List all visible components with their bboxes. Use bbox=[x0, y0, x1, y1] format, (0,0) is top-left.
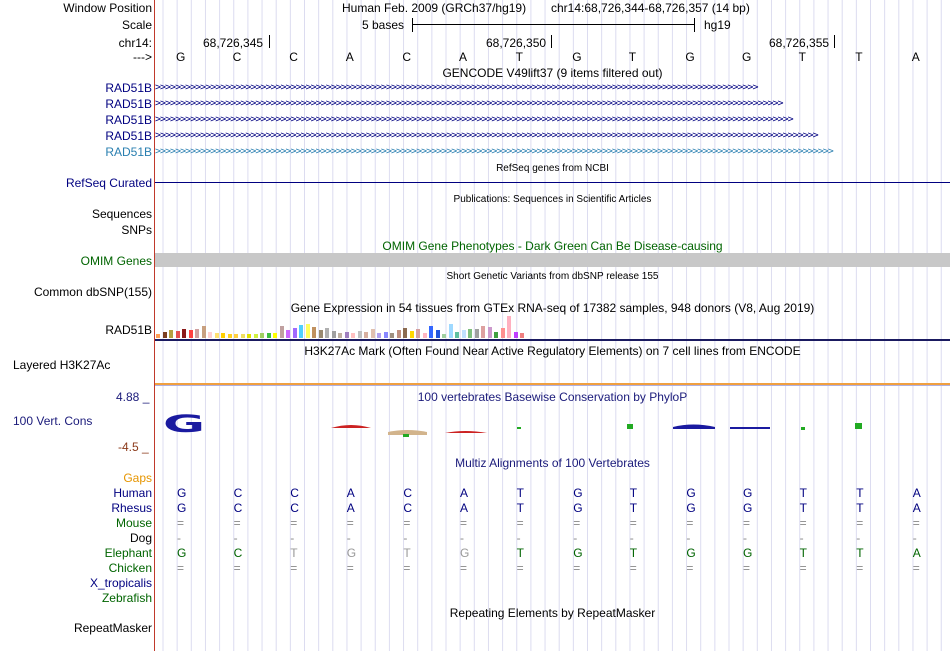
alignment-base: T bbox=[856, 501, 864, 515]
alignment-base: C bbox=[233, 546, 243, 560]
coord-1: 68,726,345 bbox=[203, 36, 264, 50]
gtex-tissue-bar[interactable] bbox=[215, 333, 219, 338]
sequence-base: G bbox=[572, 50, 582, 64]
assembly-title: Human Feb. 2009 (GRCh37/hg19) bbox=[342, 1, 527, 15]
gtex-tissue-bar[interactable] bbox=[260, 333, 264, 338]
alignment-base: C bbox=[403, 501, 413, 515]
gtex-tissue-bar[interactable] bbox=[449, 324, 453, 338]
gtex-tissue-bar[interactable] bbox=[514, 332, 518, 338]
snps-label[interactable]: SNPs bbox=[121, 223, 152, 237]
sequence-base: A bbox=[345, 50, 354, 64]
gtex-expression-bars[interactable] bbox=[155, 316, 950, 338]
alignment-base: = bbox=[233, 561, 241, 575]
sequence-base: G bbox=[685, 50, 695, 64]
alignment-base: - bbox=[403, 531, 408, 545]
gtex-tissue-bar[interactable] bbox=[377, 333, 381, 338]
phylop-glyph-g: G bbox=[163, 410, 205, 438]
alignment-base: - bbox=[856, 531, 861, 545]
sequence-base: T bbox=[515, 50, 523, 64]
gencode-transcript-1[interactable]: >>>>>>>>>>>>>>>>>>>>>>>>>>>>>>>>>>>>>>>>>>>>>>>>>>>>>>>>>>>>>>>>>>>>>>>>>>>>>>>>>>>>>>>>>>>>>>>>>>>>>>>>>>>>>>>>>>>>>>>> bbox=[155, 82, 758, 93]
gtex-tissue-bar[interactable] bbox=[332, 331, 336, 338]
alignment-base: T bbox=[516, 546, 524, 560]
gencode-transcript-5[interactable]: >>>>>>>>>>>>>>>>>>>>>>>>>>>>>>>>>>>>>>>>>>>>>>>>>>>>>>>>>>>>>>>>>>>>>>>>>>>>>>>>>>>>>>>>>>>>>>>>>>>>>>>>>>>>>>>>>>>>>>>>>>>>>>>>>>>>>>> bbox=[155, 146, 833, 157]
multiz-title[interactable]: Multiz Alignments of 100 Vertebrates bbox=[455, 456, 650, 470]
gtex-tissue-bar[interactable] bbox=[384, 332, 388, 338]
alignment-base: G bbox=[177, 486, 187, 500]
alignment-base: - bbox=[346, 531, 351, 545]
alignment-base: G bbox=[177, 546, 187, 560]
alignment-base: T bbox=[856, 546, 864, 560]
alignment-base: A bbox=[912, 486, 921, 500]
gtex-tissue-bar[interactable] bbox=[234, 334, 238, 338]
alignment-base: = bbox=[346, 561, 354, 575]
alignment-base: = bbox=[460, 516, 468, 530]
alignment-base: G bbox=[346, 546, 357, 560]
species-label-human[interactable]: Human bbox=[113, 486, 152, 500]
alignment-base: = bbox=[743, 561, 751, 575]
gtex-tissue-bar[interactable] bbox=[351, 333, 355, 338]
gtex-tissue-bar[interactable] bbox=[475, 329, 479, 338]
omim-label[interactable]: OMIM Genes bbox=[80, 254, 152, 268]
gtex-tissue-bar[interactable] bbox=[189, 330, 193, 338]
gtex-tissue-bar[interactable] bbox=[488, 327, 492, 338]
refseq-title[interactable]: RefSeq genes from NCBI bbox=[496, 163, 609, 174]
alignment-base: - bbox=[460, 531, 464, 545]
gtex-tissue-bar[interactable] bbox=[494, 332, 498, 338]
gencode-transcript-4[interactable]: >>>>>>>>>>>>>>>>>>>>>>>>>>>>>>>>>>>>>>>>>>>>>>>>>>>>>>>>>>>>>>>>>>>>>>>>>>>>>>>>>>>>>>>>>>>>>>>>>>>>>>>>>>>>>>>>>>>>>>>>>>>>>>>>>>>> bbox=[155, 130, 818, 141]
scale-bar bbox=[412, 24, 695, 25]
gtex-tissue-bar[interactable] bbox=[468, 329, 472, 338]
alignment-base: G bbox=[573, 501, 583, 515]
alignment-base: T bbox=[403, 546, 411, 560]
gtex-tissue-bar[interactable] bbox=[273, 333, 277, 338]
gencode-transcript-2[interactable]: >>>>>>>>>>>>>>>>>>>>>>>>>>>>>>>>>>>>>>>>>>>>>>>>>>>>>>>>>>>>>>>>>>>>>>>>>>>>>>>>>>>>>>>>>>>>>>>>>>>>>>>>>>>>>>>>>>>>>>>>>>>>> bbox=[155, 98, 783, 109]
alignment-base: = bbox=[573, 561, 581, 575]
sequence-base: A bbox=[911, 50, 920, 64]
sequences-label[interactable]: Sequences bbox=[91, 207, 152, 221]
gtex-tissue-bar[interactable] bbox=[462, 330, 466, 338]
alignment-base: G bbox=[573, 486, 583, 500]
gtex-tissue-bar[interactable] bbox=[182, 329, 186, 338]
gtex-tissue-bar[interactable] bbox=[176, 331, 180, 338]
gtex-tissue-bar[interactable] bbox=[481, 326, 485, 338]
position-readout: chr14:68,726,344-68,726,357 (14 bp) bbox=[551, 1, 750, 15]
gtex-tissue-bar[interactable] bbox=[228, 334, 232, 338]
coord-2: 68,726,350 bbox=[486, 36, 547, 50]
gtex-tissue-bar[interactable] bbox=[163, 332, 167, 338]
sequence-base: G bbox=[176, 50, 186, 64]
alignment-base: - bbox=[743, 531, 747, 545]
alignment-base: = bbox=[403, 561, 411, 575]
alignment-base: T bbox=[799, 501, 807, 515]
phylop-title[interactable]: 100 vertebrates Basewise Conservation by PhyloP bbox=[417, 390, 688, 404]
gtex-tissue-bar[interactable] bbox=[501, 328, 505, 338]
gencode-item-5[interactable]: RAD51B bbox=[105, 145, 152, 159]
alignment-base: A bbox=[460, 501, 469, 515]
gtex-tissue-bar[interactable] bbox=[429, 326, 433, 338]
species-label-dog[interactable]: Dog bbox=[129, 531, 152, 545]
alignment-base: T bbox=[629, 546, 638, 560]
alignment-base: - bbox=[686, 531, 691, 545]
species-label-chicken[interactable]: Chicken bbox=[108, 561, 152, 575]
refseq-label[interactable]: RefSeq Curated bbox=[65, 176, 152, 190]
alignment-base: = bbox=[629, 561, 637, 575]
alignment-base: G bbox=[686, 486, 696, 500]
alignment-base: T bbox=[516, 501, 524, 515]
publications-title[interactable]: Publications: Sequences in Scientific Articles bbox=[453, 194, 652, 205]
gaps-label[interactable]: Gaps bbox=[123, 471, 152, 485]
gencode-transcript-3[interactable]: >>>>>>>>>>>>>>>>>>>>>>>>>>>>>>>>>>>>>>>>>>>>>>>>>>>>>>>>>>>>>>>>>>>>>>>>>>>>>>>>>>>>>>>>>>>>>>>>>>>>>>>>>>>>>>>>>>>>>>>>>>>>>>> bbox=[155, 114, 793, 125]
gtex-tissue-bar[interactable] bbox=[338, 333, 342, 338]
dbsnp-title[interactable]: Short Genetic Variants from dbSNP release 155 bbox=[446, 271, 659, 282]
alignment-base: T bbox=[290, 546, 298, 560]
alignment-base: C bbox=[403, 486, 413, 500]
gtex-tissue-bar[interactable] bbox=[312, 327, 316, 338]
gtex-tissue-bar[interactable] bbox=[520, 333, 524, 338]
scale-db: hg19 bbox=[704, 18, 731, 32]
species-label-elephant[interactable]: Elephant bbox=[104, 546, 152, 560]
gtex-tissue-bar[interactable] bbox=[169, 330, 173, 338]
gtex-tissue-bar[interactable] bbox=[293, 328, 297, 338]
gtex-tissue-bar[interactable] bbox=[507, 316, 511, 338]
h3k27ac-label[interactable]: Layered H3K27Ac bbox=[13, 358, 111, 372]
gtex-title[interactable]: Gene Expression in 54 tissues from GTEx RNA-seq of 17382 samples, 948 donors (V8, Aug 2019) bbox=[290, 301, 815, 315]
repeatmasker-title[interactable]: Repeating Elements by RepeatMasker bbox=[449, 606, 656, 620]
phylop-glyph-a2 bbox=[445, 431, 487, 433]
gtex-tissue-bar[interactable] bbox=[286, 330, 290, 338]
alignment-base: = bbox=[290, 561, 298, 575]
scale-label: Scale bbox=[121, 18, 152, 32]
gtex-tissue-bar[interactable] bbox=[345, 332, 349, 338]
alignment-base: G bbox=[686, 546, 696, 560]
alignment-base: T bbox=[799, 546, 807, 560]
alignment-base: - bbox=[799, 531, 804, 545]
gtex-tissue-bar[interactable] bbox=[325, 328, 329, 338]
alignment-base: = bbox=[686, 561, 694, 575]
alignment-base: = bbox=[346, 516, 354, 530]
gencode-title[interactable]: GENCODE V49lift37 (9 items filtered out) bbox=[442, 66, 663, 80]
alignment-base: = bbox=[912, 516, 920, 530]
alignment-base: A bbox=[346, 486, 355, 500]
alignment-base: A bbox=[912, 546, 921, 560]
gtex-tissue-bar[interactable] bbox=[221, 333, 225, 338]
coord-3: 68,726,355 bbox=[769, 36, 830, 50]
omim-gene-bar[interactable] bbox=[155, 253, 950, 267]
phylop-ymax: 4.88 _ bbox=[116, 390, 150, 404]
gtex-tissue-bar[interactable] bbox=[442, 334, 446, 338]
gtex-baseline bbox=[155, 339, 950, 341]
scale-text: 5 bases bbox=[362, 18, 405, 32]
gencode-item-3[interactable]: RAD51B bbox=[105, 113, 152, 127]
phylop-glyph-g2 bbox=[673, 425, 715, 430]
alignment-base: - bbox=[516, 531, 521, 545]
gtex-label[interactable]: RAD51B bbox=[105, 323, 152, 337]
gtex-tissue-bar[interactable] bbox=[247, 334, 251, 338]
sequence-base: C bbox=[402, 50, 412, 64]
sequence-base: G bbox=[742, 50, 752, 64]
alignment-base: A bbox=[460, 486, 469, 500]
gtex-tissue-bar[interactable] bbox=[371, 329, 375, 338]
sequence-base: T bbox=[798, 50, 806, 64]
gtex-tissue-bar[interactable] bbox=[436, 330, 440, 338]
phylop-logo[interactable] bbox=[155, 404, 950, 444]
alignment-base: T bbox=[799, 486, 807, 500]
gtex-tissue-bar[interactable] bbox=[358, 331, 362, 338]
phylop-glyph-a1 bbox=[331, 425, 371, 428]
alignment-base: C bbox=[233, 486, 243, 500]
alignment-base: - bbox=[177, 531, 181, 545]
sequence-base: A bbox=[459, 50, 468, 64]
alignment-base: = bbox=[516, 516, 524, 530]
gtex-tissue-bar[interactable] bbox=[306, 324, 310, 338]
alignment-base: = bbox=[573, 516, 581, 530]
alignment-base: G bbox=[686, 501, 696, 515]
gtex-tissue-bar[interactable] bbox=[156, 334, 160, 338]
alignment-base: T bbox=[629, 501, 638, 515]
alignment-base: G bbox=[177, 501, 187, 515]
alignment-base: G bbox=[743, 486, 753, 500]
gtex-tissue-bar[interactable] bbox=[267, 333, 271, 338]
window-position-label: Window Position bbox=[63, 1, 152, 15]
gtex-tissue-bar[interactable] bbox=[423, 333, 427, 338]
h3k27ac-title[interactable]: H3K27Ac Mark (Often Found Near Active Regulatory Elements) on 7 cell lines from ENCODE bbox=[304, 344, 801, 358]
gencode-item-2[interactable]: RAD51B bbox=[105, 97, 152, 111]
alignment-base: C bbox=[290, 486, 299, 500]
alignment-base: = bbox=[290, 516, 298, 530]
alignment-base: = bbox=[403, 516, 411, 530]
alignment-base: = bbox=[856, 561, 864, 575]
gtex-tissue-bar[interactable] bbox=[208, 332, 212, 338]
gtex-tissue-bar[interactable] bbox=[280, 326, 284, 338]
gtex-tissue-bar[interactable] bbox=[195, 329, 199, 338]
chrom-label: chr14: bbox=[118, 36, 152, 50]
alignment-base: = bbox=[743, 516, 751, 530]
alignment-base: = bbox=[177, 516, 185, 530]
gtex-tissue-bar[interactable] bbox=[202, 326, 206, 338]
alignment-base: = bbox=[799, 516, 807, 530]
alignment-base: - bbox=[290, 531, 295, 545]
species-label-zebrafish[interactable]: Zebrafish bbox=[101, 591, 152, 605]
alignment-base: - bbox=[912, 531, 917, 545]
gtex-tissue-bar[interactable] bbox=[390, 333, 394, 338]
alignment-base: C bbox=[233, 501, 243, 515]
dbsnp-label[interactable]: Common dbSNP(155) bbox=[33, 285, 152, 299]
alignment-base: T bbox=[629, 486, 638, 500]
alignment-base: - bbox=[629, 531, 634, 545]
alignment-base: = bbox=[516, 561, 524, 575]
phylop-label[interactable]: 100 Vert. Cons bbox=[13, 414, 93, 428]
gtex-tissue-bar[interactable] bbox=[410, 331, 414, 338]
sequence-base: C bbox=[232, 50, 242, 64]
alignment-base: - bbox=[573, 531, 578, 545]
alignment-base: T bbox=[516, 486, 524, 500]
alignment-base: C bbox=[290, 501, 299, 515]
gencode-item-4[interactable]: RAD51B bbox=[105, 129, 152, 143]
gtex-tissue-bar[interactable] bbox=[241, 334, 245, 338]
alignment-base: G bbox=[460, 546, 470, 560]
omim-title[interactable]: OMIM Gene Phenotypes - Dark Green Can Be Disease-causing bbox=[382, 239, 723, 253]
alignment-base: = bbox=[460, 561, 468, 575]
gtex-tissue-bar[interactable] bbox=[455, 332, 459, 338]
alignment-base: - bbox=[233, 531, 238, 545]
gtex-tissue-bar[interactable] bbox=[299, 325, 303, 338]
refseq-gene-line[interactable] bbox=[155, 182, 950, 183]
alignment-base: = bbox=[856, 516, 864, 530]
species-label-mouse[interactable]: Mouse bbox=[115, 516, 152, 530]
alignment-base: = bbox=[233, 516, 241, 530]
species-label-x_tropicalis[interactable]: X_tropicalis bbox=[89, 576, 152, 590]
gtex-tissue-bar[interactable] bbox=[397, 330, 401, 338]
alignment-base: T bbox=[856, 486, 864, 500]
alignment-base: G bbox=[743, 501, 753, 515]
alignment-base: = bbox=[629, 516, 637, 530]
alignment-base: = bbox=[177, 561, 185, 575]
gtex-tissue-bar[interactable] bbox=[416, 329, 420, 338]
sequence-base: T bbox=[628, 50, 637, 64]
phylop-ymin: -4.5 _ bbox=[118, 440, 149, 454]
species-label-rhesus[interactable]: Rhesus bbox=[111, 501, 152, 515]
alignment-base: = bbox=[799, 561, 807, 575]
sequence-base: T bbox=[855, 50, 863, 64]
alignment-base: A bbox=[346, 501, 355, 515]
gtex-tissue-bar[interactable] bbox=[403, 328, 407, 338]
gtex-tissue-bar[interactable] bbox=[254, 334, 258, 338]
gtex-tissue-bar[interactable] bbox=[319, 330, 323, 338]
alignment-base: A bbox=[912, 501, 921, 515]
alignment-base: G bbox=[743, 546, 753, 560]
alignment-base: = bbox=[686, 516, 694, 530]
alignment-base: G bbox=[573, 546, 583, 560]
gencode-item-1[interactable]: RAD51B bbox=[105, 81, 152, 95]
alignment-base: = bbox=[912, 561, 920, 575]
repeatmasker-label[interactable]: RepeatMasker bbox=[73, 621, 152, 635]
gtex-tissue-bar[interactable] bbox=[364, 332, 368, 338]
sequence-base: C bbox=[289, 50, 298, 64]
strand-arrow: ---> bbox=[133, 50, 152, 64]
